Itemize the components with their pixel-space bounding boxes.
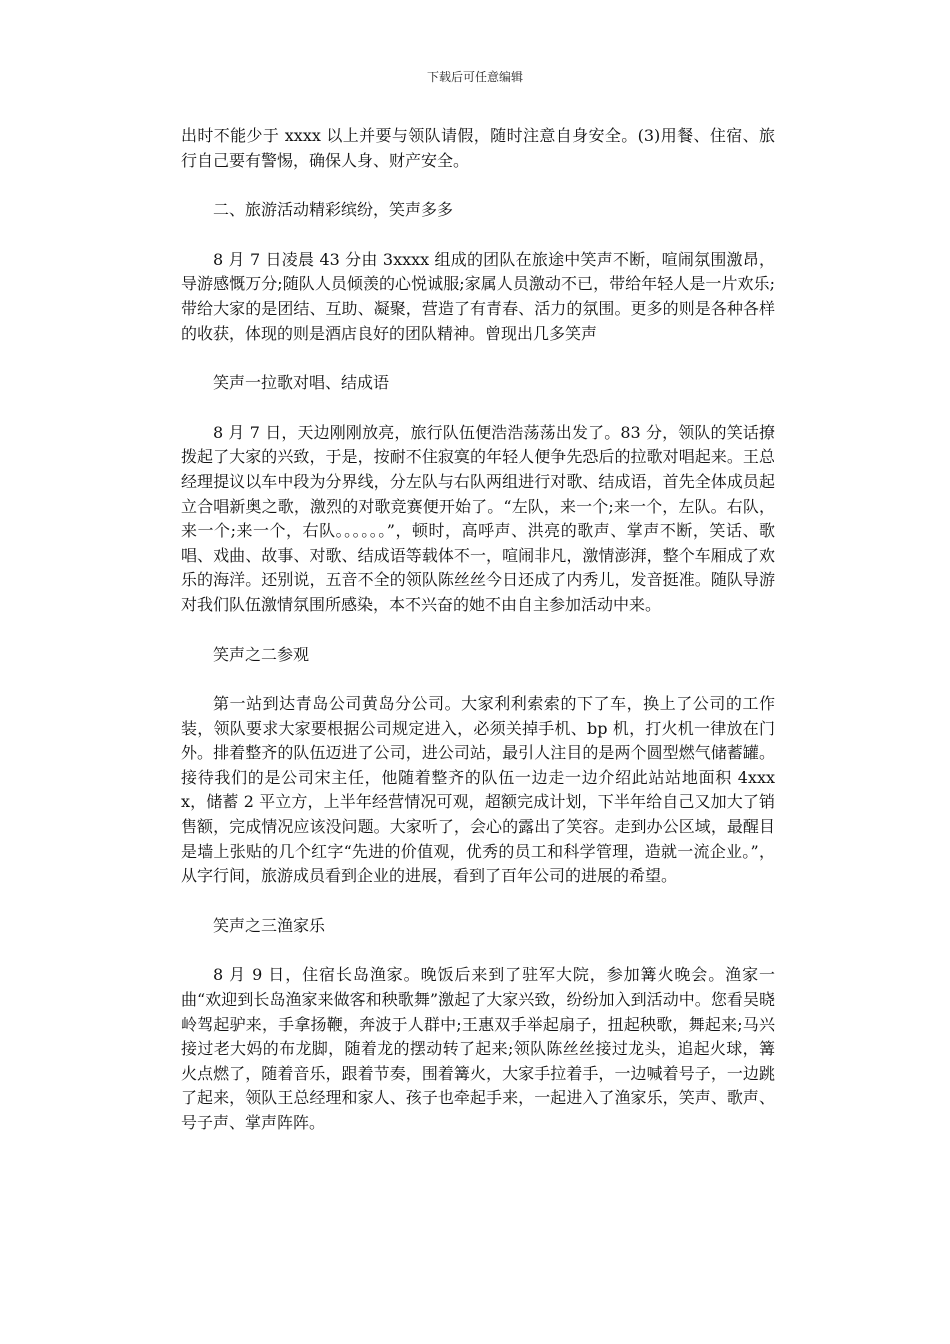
document-body <box>181 124 775 1136</box>
paragraph-visit: 第一站到达青岛公司黄岛分公司。大家利利索索的下了车，换上了公司的工作装，领队要求大家要根据公司规定进入，必须关掉手机、bp 机，打火机一律放在门外。排着整齐的队伍迈进了公司，进公司站，最引人注目的是两个圆型燃气储蓄罐。接待我们的是公司宋主任，他随着整齐的队伍一边走一边介绍此站站地面积 4xxxx，储蓄 2 平立方，上半年经营情况可观，超额完成计划，下半年给自己又加大了销售额，完成情况应该没问题。大家听了，会心的露出了笑容。走到办公区域，最醒目是墙上张贴的几个红字“先进的价值观，优秀的员工和科学管理，造就一流企业。”，从字行间，旅游成员看到企业的进展，看到了百年公司的进展的希望。 <box>181 694 775 886</box>
section-heading-singing: 笑声一拉歌对唱、结成语 <box>213 373 390 393</box>
section-heading-visit: 笑声之二参观 <box>213 644 310 664</box>
section-heading-activities: 二、旅游活动精彩缤纷，笑声多多 <box>213 200 454 220</box>
section-heading-fisherman: 笑声之三渔家乐 <box>213 915 326 935</box>
paragraph-intro: 出时不能少于 xxxx 以上并要与领队请假，随时注意自身安全。(3)用餐、住宿、旅行自己要有警惕，确保人身、财产安全。 <box>181 126 775 170</box>
paragraph-fisherman: 8 月 9 日，住宿长岛渔家。晚饭后来到了驻军大院，参加篝火晚会。渔家一曲“欢迎到长岛渔家来做客和秧歌舞”激起了大家兴致，纷纷加入到活动中。您看吴晓岭驾起驴来，手拿扬鞭，奔波于人群中;王惠双手举起扇子，扭起秧歌，舞起来;马兴接过老大妈的布龙脚，随着龙的摆动转了起来;领队陈丝丝接过龙头，追起火球，篝火点燃了，随着音乐，跟着节奏，围着篝火，大家手拉着手，一边喊着号子，一边跳了起来，领队王总经理和家人、孩子也牵起手来，一起进入了渔家乐，笑声、歌声、号子声、掌声阵阵。 <box>181 965 775 1132</box>
page-header: 下载后可任意编辑 <box>426 70 523 84</box>
paragraph-overview: 8 月 7 日凌晨 43 分由 3xxxx 组成的团队在旅途中笑声不断，喧闹氛围激昂，导游感慨万分;随队人员倾羡的心悦诚服;家属人员激动不已，带给年轻人是一片欢乐;带给大家的是团结、互助、凝聚，营造了有青春、活力的氛围。更多的则是各种各样的收获，体现的则是酒店良好的团队精神。曾现出几多笑声 <box>181 249 775 343</box>
paragraph-singing: 8 月 7 日，天边刚刚放亮，旅行队伍便浩浩荡荡出发了。83 分，领队的笑话撩拨起了大家的兴致，于是，按耐不住寂寞的年轻人便争先恐后的拉歌对唱起来。王总经理提议以车中段为分界线，分左队与右队两组进行对歌、结成语，首先全体成员起立合唱新奥之歌，激烈的对歌竞赛便开始了。“左队，来一个;来一个，左队。右队，来一个;来一个，右队。。。。。。”，顿时，高呼声、洪亮的歌声、掌声不断，笑话、歌唱、戏曲、故事、对歌、结成语等载体不一，喧闹非凡，激情澎湃，整个车厢成了欢乐的海洋。还别说，五音不全的领队陈丝丝今日还成了内秀儿，发音挺准。随队导游对我们队伍激情氛围所感染，本不兴奋的她不由自主参加活动中来。 <box>181 422 775 614</box>
